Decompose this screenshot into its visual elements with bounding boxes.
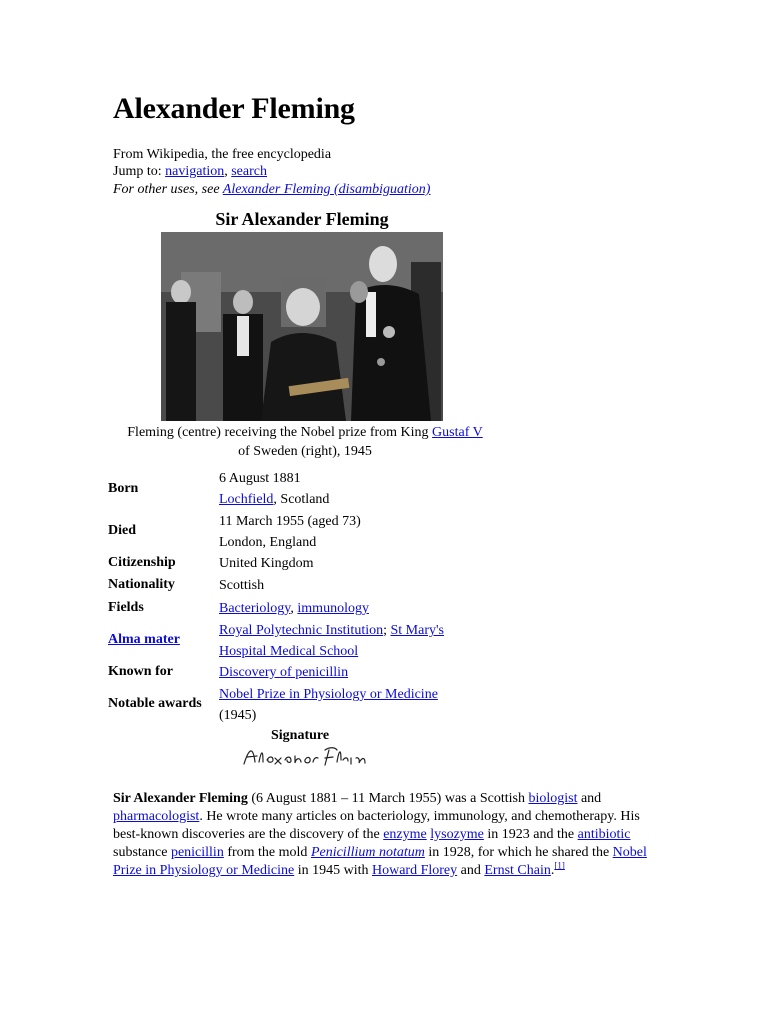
lead-paragraph	[113, 790, 648, 880]
citizenship-value: United Kingdom	[219, 556, 314, 571]
died-place: London, England	[219, 535, 317, 550]
caption-text-pre: Fleming (centre) receiving the Nobel prize from King	[127, 425, 429, 440]
born-label: Born	[108, 481, 139, 496]
fields-label: Fields	[108, 600, 144, 615]
born-place-rest: , Scotland	[273, 492, 330, 507]
body-text-3: . He wrote many articles on bacteriology, immunology, and chemotherapy. His best-known discoveries are the discovery of the	[113, 809, 640, 842]
pharmacologist-link[interactable]: pharmacologist	[113, 809, 200, 824]
caption-text-post: of Sweden (right), 1945	[238, 444, 372, 459]
awards-value	[219, 684, 438, 726]
bacteriology-link[interactable]: Bacteriology	[219, 601, 291, 616]
body-text-1: (6 August 1881 – 11 March 1955) was a Scottish	[247, 791, 529, 806]
nationality-label: Nationality	[108, 577, 175, 592]
navigation-link[interactable]: navigation	[165, 164, 225, 179]
penicillin-discovery-link[interactable]: Discovery of penicillin	[219, 665, 349, 680]
citizenship-label: Citizenship	[108, 555, 176, 570]
body-text-2: and	[577, 791, 602, 806]
antibiotic-link[interactable]: antibiotic	[577, 827, 631, 842]
howard-florey-link[interactable]: Howard Florey	[371, 863, 458, 878]
signature-label: Signature	[271, 728, 330, 743]
royal-polytechnic-link[interactable]: Royal Polytechnic Institution	[219, 623, 384, 638]
reference-1-link[interactable]: [1]	[554, 860, 565, 871]
nobel-prize-link[interactable]: Nobel Prize in Physiology or Medicine	[219, 687, 438, 702]
comma-separator: ,	[224, 164, 228, 179]
alma-separator: ;	[383, 623, 387, 638]
body-text-9: in 1945 with	[294, 863, 372, 878]
lochfield-link[interactable]: Lochfield	[219, 492, 274, 507]
known-for-value	[219, 662, 348, 683]
ernst-chain-link[interactable]: Ernst Chain	[484, 863, 551, 878]
site-sub-title: From Wikipedia, the free encyclopedia	[113, 147, 332, 162]
disambiguation-link[interactable]: Alexander Fleming (disambiguation)	[222, 182, 431, 197]
immunology-link[interactable]: immunology	[297, 601, 369, 616]
infobox-heading: Sir Alexander Fleming	[215, 209, 389, 229]
st-marys-link-line1[interactable]: St Mary's	[390, 623, 444, 638]
photo-caption	[110, 423, 500, 461]
died-label: Died	[108, 523, 136, 538]
body-text-10: and	[457, 863, 485, 878]
awards-year: (1945)	[219, 708, 257, 723]
gustaf-v-link[interactable]: Gustaf V	[432, 425, 483, 440]
known-for-label: Known for	[108, 664, 173, 679]
body-text-5: in 1923 and the	[483, 827, 578, 842]
nobel-prize-body-link[interactable]: Nobel Prize in Physiology or Medicine	[113, 845, 647, 878]
enzyme-link[interactable]: enzyme	[383, 827, 427, 842]
awards-label: Notable awards	[108, 696, 202, 711]
hatnote	[113, 181, 430, 199]
penicillin-link[interactable]: penicillin	[170, 845, 224, 860]
lysozyme-link[interactable]: lysozyme	[430, 827, 484, 842]
signature-image	[241, 742, 366, 775]
body-text-11: .	[550, 863, 555, 878]
died-value	[219, 511, 361, 553]
st-marys-link-line2[interactable]: Hospital Medical School	[219, 644, 359, 659]
biologist-link[interactable]: biologist	[528, 791, 578, 806]
body-text-7: from the mold	[223, 845, 311, 860]
penicillium-notatum-link[interactable]: Penicillium notatum	[310, 845, 425, 860]
jump-to-line	[113, 163, 267, 181]
jump-to-label: Jump to:	[113, 164, 162, 179]
born-value	[219, 468, 329, 510]
body-text-6: substance	[113, 845, 171, 860]
fields-value	[219, 598, 369, 619]
hatnote-text: For other uses, see	[113, 182, 220, 197]
body-text-8: in 1928, for which he shared the	[424, 845, 613, 860]
died-date: 11 March 1955 (aged 73)	[219, 514, 361, 529]
born-date: 6 August 1881	[219, 471, 301, 486]
page-title: Alexander Fleming	[113, 92, 355, 125]
subject-name: Sir Alexander Fleming	[113, 791, 248, 806]
alma-mater-link[interactable]: Alma mater	[108, 632, 180, 647]
nationality-value: Scottish	[219, 578, 265, 593]
alma-mater-value	[219, 620, 444, 662]
nobel-ceremony-photo	[161, 232, 443, 421]
fields-separator: ,	[290, 601, 294, 616]
search-link[interactable]: search	[231, 164, 267, 179]
